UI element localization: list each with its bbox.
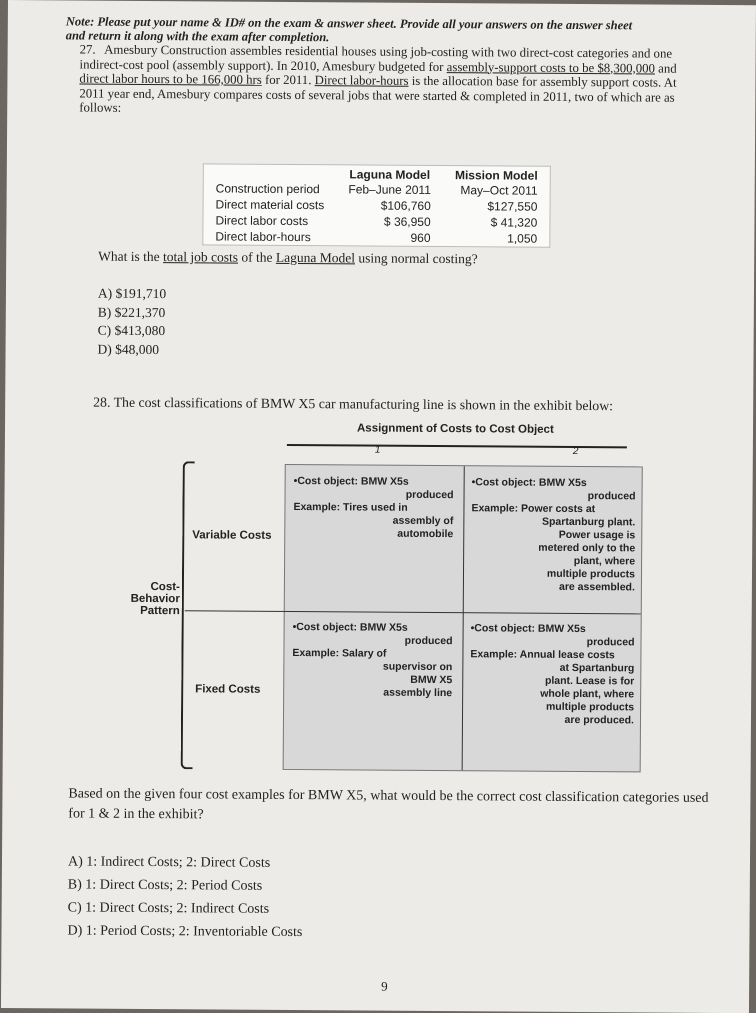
note-line-1: Note: Please put your name & ID# on the exam & answer sheet. Provide all your answers on the answer sheet xyxy=(65,14,633,33)
cell-line: produced xyxy=(587,490,636,503)
exhibit-grid xyxy=(283,464,643,772)
side-label-2: Behavior xyxy=(130,592,180,606)
col-header-mission: Mission Model xyxy=(454,168,538,183)
q27-prompt-a: What is the xyxy=(98,248,160,265)
row-label: Direct labor-hours xyxy=(215,229,311,245)
cell-variable-1 xyxy=(293,475,453,541)
exhibit-title: Assignment of Costs to Cost Object xyxy=(356,422,554,436)
cell-line: produced xyxy=(586,636,635,649)
question-28-prompt xyxy=(68,784,718,829)
exam-page xyxy=(1,0,756,1013)
cell-fixed-2 xyxy=(470,622,635,727)
choice-c[interactable]: C) 1: Direct Costs; 2: Indirect Costs xyxy=(67,900,270,917)
question-number: 28. xyxy=(93,394,111,410)
exhibit-col-1: 1 xyxy=(374,444,381,456)
page-number: 9 xyxy=(381,978,388,994)
q28-text: The cost classifications of BMW X5 car manufacturing line is shown in the exhibit below: xyxy=(113,394,614,414)
choice-a[interactable]: A) 1: Indirect Costs; 2: Direct Costs xyxy=(67,854,271,871)
cell-laguna: $ 36,950 xyxy=(383,214,431,229)
cell-line: produced xyxy=(405,488,454,502)
choice-c[interactable]: C) $413,080 xyxy=(97,322,166,339)
exhibit-col-2: 2 xyxy=(572,445,579,457)
q27-text-g: is the allocation base for assembly support costs. At 2011 year end, Amesbury compares costs of several jobs that were started & completed in 2011, two of which are as follows: xyxy=(79,73,677,115)
choice-a[interactable]: A) $191,710 xyxy=(97,285,167,302)
cell-line: • Cost object: BMW X5s xyxy=(471,622,635,636)
side-label-1: Cost- xyxy=(150,581,180,594)
q28-prompt: Based on the given four cost examples for BMW X5, what would be the correct cost classification categories used for 1 & 2 in the exhibit? xyxy=(68,786,709,823)
side-label-3: Pattern xyxy=(140,604,180,618)
cell-line: assembly of xyxy=(392,514,454,528)
cost-behavior-label xyxy=(124,581,180,617)
cell-line: multiple products xyxy=(545,700,635,714)
cell-line: plant, where xyxy=(573,554,636,568)
cell-line: whole plant, where xyxy=(540,687,635,701)
q27-text-a: Amesbury Construction assembles residential houses using job-costing with two direct-cost categories and one indirect-cost pool (assembly support). In 2010, Amesbury budgeted for xyxy=(79,42,673,74)
cell-line: • Cost object: BMW X5s xyxy=(293,621,453,635)
cell-laguna: $106,760 xyxy=(380,198,431,213)
grid-divider xyxy=(462,466,465,770)
cell-line: multiple products xyxy=(546,567,636,581)
job-costs-table xyxy=(202,163,550,247)
cell-variable-2 xyxy=(471,476,636,594)
cell-line: Example: Salary of xyxy=(292,647,387,660)
table-row xyxy=(203,228,550,247)
row-label: Construction period xyxy=(215,181,320,197)
row-label: Direct labor costs xyxy=(215,213,309,229)
cell-line: automobile xyxy=(397,527,454,541)
cell-line: metered only to the xyxy=(538,541,636,555)
choice-d[interactable]: D) 1: Period Costs; 2: Inventoriable Costs xyxy=(67,923,303,941)
cell-line: Spartanburg plant. xyxy=(541,515,636,529)
row-label-variable: Variable Costs xyxy=(192,529,272,542)
cell-laguna: 960 xyxy=(410,230,431,245)
question-28-choices xyxy=(67,850,303,944)
q27-text-d: direct labor hours to be 166,000 hrs xyxy=(79,71,262,87)
cell-mission: May–Oct 2011 xyxy=(460,183,538,198)
cell-line: supervisor on xyxy=(382,660,453,674)
question-27-stem xyxy=(79,43,679,120)
cell-laguna: Feb–June 2011 xyxy=(348,182,431,197)
exam-note xyxy=(66,14,686,46)
cell-line: BMW X5 xyxy=(410,673,453,687)
cell-line: Example: Tires used in xyxy=(293,501,408,514)
q27-text-c: and xyxy=(658,61,677,76)
q27-text-f: Direct labor-hours xyxy=(314,73,409,88)
cell-mission: 1,050 xyxy=(507,231,538,246)
q27-text-e: for 2011. xyxy=(264,72,312,88)
cell-line: produced xyxy=(404,634,453,648)
question-27-prompt xyxy=(98,249,478,268)
q27-prompt-c: of the xyxy=(241,249,273,265)
cell-line: Example: Annual lease costs xyxy=(470,648,615,662)
brace-line xyxy=(181,461,195,769)
cell-line: Power usage is xyxy=(558,528,636,542)
cell-line: are produced. xyxy=(564,713,635,727)
q27-text-b: assembly-support costs to be $8,300,000 xyxy=(446,59,656,76)
cost-classification-exhibit xyxy=(103,421,665,785)
note-line-2: and return it along with the exam after completion. xyxy=(65,28,330,45)
cell-line: Example: Power costs at xyxy=(471,502,596,516)
col-header-laguna: Laguna Model xyxy=(349,167,431,182)
cell-line: plant. Lease is for xyxy=(544,674,635,688)
row-label-fixed: Fixed Costs xyxy=(195,683,261,696)
row-label: Direct material costs xyxy=(215,197,325,213)
question-27-choices xyxy=(97,285,166,359)
choice-d[interactable]: D) $48,000 xyxy=(97,341,160,357)
q27-prompt-b: total job costs xyxy=(163,249,239,265)
cell-mission: $ 41,320 xyxy=(490,215,538,230)
choice-b[interactable]: B) 1: Direct Costs; 2: Period Costs xyxy=(67,877,263,894)
cell-line: • Cost object: BMW X5s xyxy=(472,476,636,490)
choice-b[interactable]: B) $221,370 xyxy=(97,304,166,320)
cell-line: • Cost object: BMW X5s xyxy=(294,475,454,489)
cell-mission: $127,550 xyxy=(487,199,538,214)
cell-line: are assembled. xyxy=(558,580,635,594)
q27-prompt-d: Laguna Model xyxy=(275,249,356,266)
cell-line: at Spartanburg xyxy=(559,661,635,675)
cell-line: assembly line xyxy=(383,686,453,700)
cell-fixed-1 xyxy=(292,621,453,700)
question-28-stem xyxy=(93,395,613,415)
q27-prompt-e: using normal costing? xyxy=(358,250,478,267)
grid-divider xyxy=(185,610,641,614)
question-number: 27. xyxy=(79,42,96,57)
